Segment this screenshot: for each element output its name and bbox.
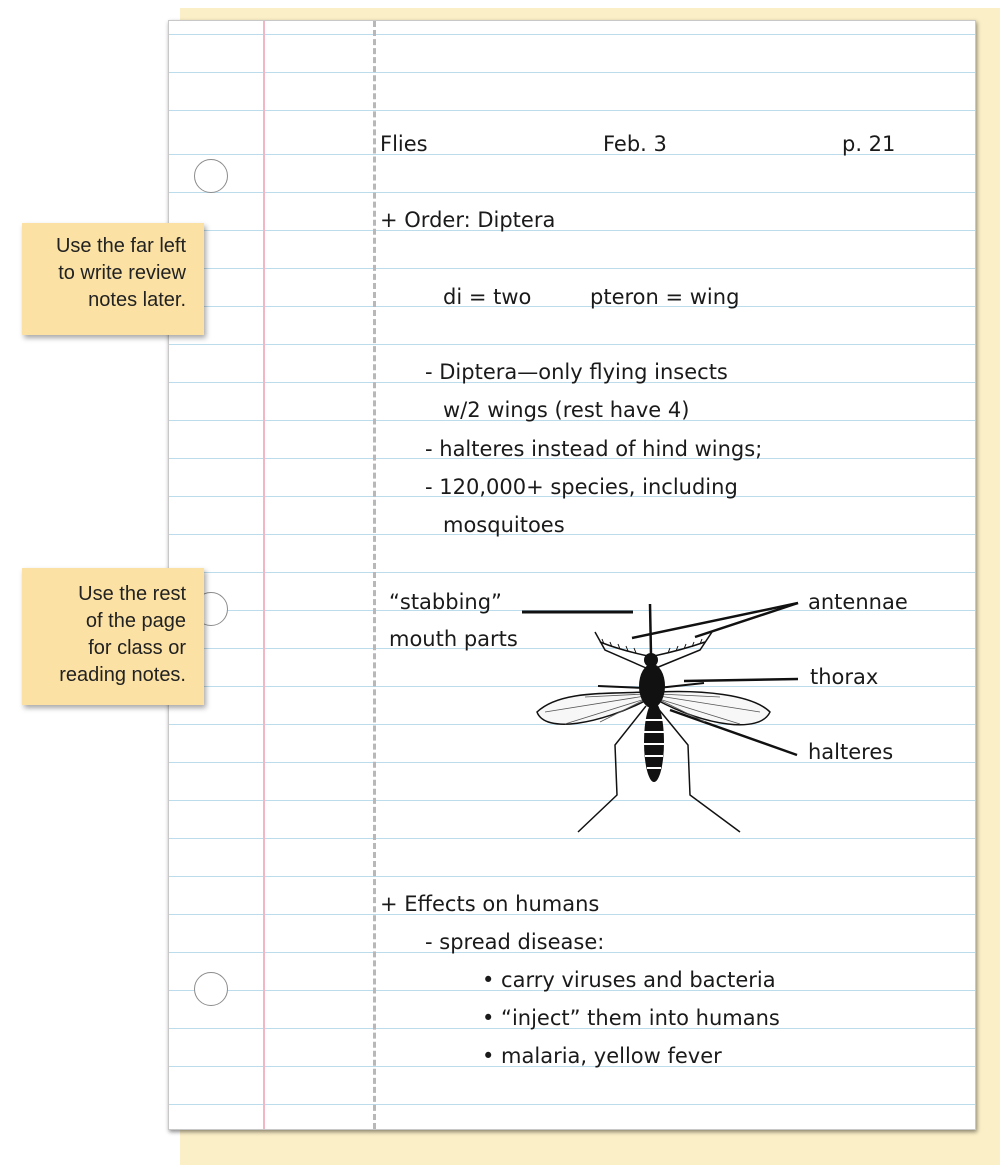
effects-bullet: • “inject” them into humans bbox=[482, 1006, 780, 1030]
note-date: Feb. 3 bbox=[603, 132, 667, 156]
callout-line: Use the far left bbox=[55, 235, 186, 257]
etymology-pteron: pteron = wing bbox=[590, 285, 740, 309]
callout-line: to write review bbox=[58, 262, 186, 284]
order-point: w/2 wings (rest have 4) bbox=[443, 398, 690, 422]
label-antennae: antennae bbox=[808, 590, 908, 614]
mosquito-body bbox=[537, 604, 770, 832]
callout-line: Use the rest bbox=[78, 583, 186, 605]
order-point: mosquitoes bbox=[443, 513, 565, 537]
order-heading: + Order: Diptera bbox=[380, 208, 556, 232]
label-thorax: thorax bbox=[810, 665, 879, 689]
order-point: - 120,000+ species, including bbox=[425, 475, 738, 499]
leader-antennae-1 bbox=[632, 603, 798, 638]
leader-thorax bbox=[684, 679, 798, 681]
callout-line: for class or bbox=[88, 637, 186, 659]
callout-line: notes later. bbox=[88, 289, 186, 311]
callout-line: reading notes. bbox=[59, 664, 186, 686]
note-page-number: p. 21 bbox=[842, 132, 896, 156]
leader-antennae-2 bbox=[695, 603, 798, 637]
label-mouth-parts-line2: mouth parts bbox=[389, 627, 518, 651]
effects-bullet: • malaria, yellow fever bbox=[482, 1044, 722, 1068]
order-point: - Diptera—only flying insects bbox=[425, 360, 728, 384]
label-mouth-parts-line1: “stabbing” bbox=[389, 590, 502, 614]
etymology-di: di = two bbox=[443, 285, 532, 309]
callout-review-notes bbox=[22, 223, 204, 335]
label-halteres: halteres bbox=[808, 740, 894, 764]
note-title: Flies bbox=[380, 132, 428, 156]
effects-bullet: • carry viruses and bacteria bbox=[482, 968, 776, 992]
callout-line: of the page bbox=[85, 610, 186, 632]
effects-heading: + Effects on humans bbox=[380, 892, 600, 916]
callout-class-notes bbox=[22, 568, 204, 705]
effects-subpoint: - spread disease: bbox=[425, 930, 605, 954]
order-point: - halteres instead of hind wings; bbox=[425, 437, 763, 461]
